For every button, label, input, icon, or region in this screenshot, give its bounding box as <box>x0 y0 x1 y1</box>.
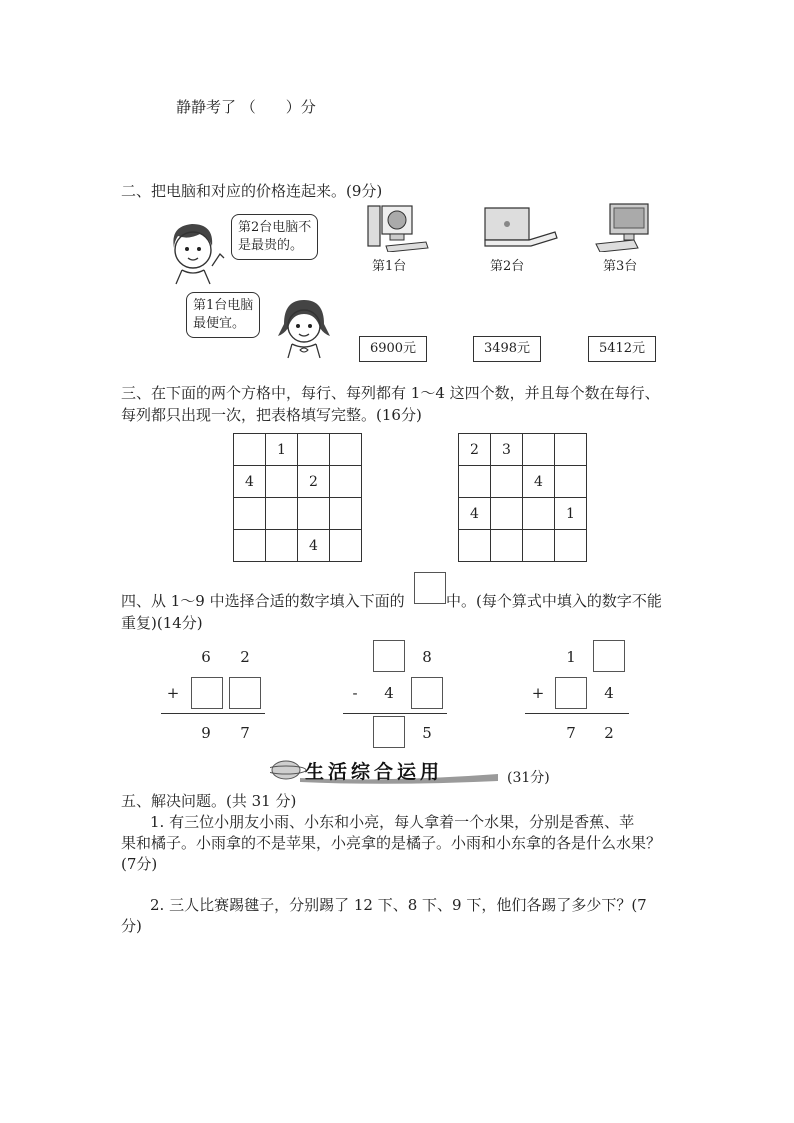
section3-title-line1: 三、在下面的两个方格中，每行、每列都有 1～4 这四个数，并且每个数在每行、 <box>121 384 660 402</box>
grid2-cell[interactable]: 2 <box>459 434 491 466</box>
section5-title: 五、解决问题。(共 31 分) <box>121 792 297 810</box>
grid1-cell[interactable] <box>266 466 298 498</box>
boy-speech-line2: 是最贵的。 <box>238 238 304 253</box>
girl-speech-line2: 最便宜。 <box>193 316 246 331</box>
price-box-3: 5412元 <box>588 336 656 362</box>
grid1-cell[interactable]: 4 <box>234 466 266 498</box>
grid1-cell[interactable]: 2 <box>298 466 330 498</box>
grid2-cell[interactable]: 4 <box>523 466 555 498</box>
price-box-1: 6900元 <box>359 336 427 362</box>
section3-title-line2: 每列都只出现一次，把表格填写完整。(16分) <box>121 406 422 424</box>
girl-speech-bubble <box>186 292 260 338</box>
boy-speech-line1: 第2台电脑不 <box>238 220 312 235</box>
grid1-cell[interactable] <box>234 530 266 562</box>
p1-digit-2: 2 <box>240 648 250 666</box>
grid2-cell[interactable] <box>523 498 555 530</box>
p1-digit-7: 7 <box>240 724 250 742</box>
p2-digit-4: 4 <box>384 684 394 702</box>
p1-digit-9: 9 <box>201 724 211 742</box>
computer-2-icon <box>481 206 559 248</box>
price-box-2: 3498元 <box>473 336 541 362</box>
q2-line2: 分) <box>121 917 142 935</box>
grid1-cell[interactable] <box>330 434 362 466</box>
p1-digit-6: 6 <box>201 648 211 666</box>
score-line: 静静考了 （ ）分 <box>176 98 316 116</box>
boy-illustration <box>160 218 232 286</box>
grid2-cell[interactable] <box>491 466 523 498</box>
banner-points: (31分) <box>507 770 550 786</box>
grid2-cell[interactable] <box>555 466 587 498</box>
q1-line1: 1. 有三位小朋友小雨、小东和小亮，每人拿着一个水果，分别是香蕉、苹 <box>150 813 635 831</box>
p3-digit-7: 7 <box>566 724 576 742</box>
banner-title: 生活综合运用 <box>305 761 444 783</box>
p1-blank-box[interactable] <box>229 677 261 709</box>
p2-digit-8: 8 <box>422 648 432 666</box>
computer-2-label: 第2台 <box>490 259 525 274</box>
grid2-cell[interactable] <box>555 434 587 466</box>
grid1-cell[interactable] <box>298 498 330 530</box>
p3-blank-box[interactable] <box>593 640 625 672</box>
section4-title-post: 中。(每个算式中填入的数字不能 <box>446 592 662 610</box>
p3-digit-1: 1 <box>566 648 576 666</box>
girl-illustration <box>270 294 338 360</box>
grid1-cell[interactable] <box>330 498 362 530</box>
grid2-cell[interactable]: 3 <box>491 434 523 466</box>
grid2-cell[interactable] <box>459 530 491 562</box>
q1-line2: 果和橘子。小雨拿的不是苹果，小亮拿的是橘子。小雨和小东拿的各是什么水果？ <box>121 834 662 852</box>
computer-1-icon <box>366 202 432 252</box>
grid1-cell[interactable]: 1 <box>266 434 298 466</box>
p2-digit-5: 5 <box>422 724 432 742</box>
p3-digit-4: 4 <box>604 684 614 702</box>
p2-sum-line <box>343 713 447 714</box>
p3-digit-2: 2 <box>604 724 614 742</box>
girl-speech-line1: 第1台电脑 <box>193 298 254 313</box>
grid1-cell[interactable] <box>266 530 298 562</box>
q1-line3: (7分) <box>121 855 158 873</box>
section2-title: 二、把电脑和对应的价格连起来。(9分) <box>121 182 383 200</box>
grid1-cell[interactable] <box>234 434 266 466</box>
section4-title-pre: 四、从 1～9 中选择合适的数字填入下面的 <box>121 592 405 610</box>
p1-blank-box[interactable] <box>191 677 223 709</box>
grid2-cell[interactable]: 4 <box>459 498 491 530</box>
sudoku-grid-1 <box>233 433 362 562</box>
grid1-cell[interactable] <box>330 530 362 562</box>
section4-title-line2: 重复)(14分) <box>121 614 203 632</box>
q2-line1: 2. 三人比赛踢毽子，分别踢了 12 下、8 下、9 下，他们各踢了多少下？(7 <box>150 896 647 914</box>
p1-plus: + <box>166 684 180 702</box>
p2-blank-box[interactable] <box>373 716 405 748</box>
p1-sum-line <box>161 713 265 714</box>
grid2-cell[interactable] <box>459 466 491 498</box>
computer-3-icon <box>594 202 654 252</box>
grid1-cell[interactable]: 4 <box>298 530 330 562</box>
grid1-cell[interactable] <box>234 498 266 530</box>
grid2-cell[interactable] <box>523 434 555 466</box>
computer-3-label: 第3台 <box>603 259 638 274</box>
grid1-cell[interactable] <box>298 434 330 466</box>
boy-speech-bubble <box>231 214 318 260</box>
grid1-cell[interactable] <box>330 466 362 498</box>
p2-blank-box[interactable] <box>373 640 405 672</box>
grid2-cell[interactable] <box>491 498 523 530</box>
sudoku-grid-2 <box>458 433 587 562</box>
p3-plus: + <box>531 684 545 702</box>
p2-blank-box[interactable] <box>411 677 443 709</box>
grid1-cell[interactable] <box>266 498 298 530</box>
p3-sum-line <box>525 713 629 714</box>
example-blank-box <box>414 572 446 604</box>
grid2-cell[interactable] <box>555 530 587 562</box>
computer-1-label: 第1台 <box>372 259 407 274</box>
grid2-cell[interactable]: 1 <box>555 498 587 530</box>
p2-minus: - <box>352 684 358 702</box>
p3-blank-box[interactable] <box>555 677 587 709</box>
grid2-cell[interactable] <box>491 530 523 562</box>
grid2-cell[interactable] <box>523 530 555 562</box>
